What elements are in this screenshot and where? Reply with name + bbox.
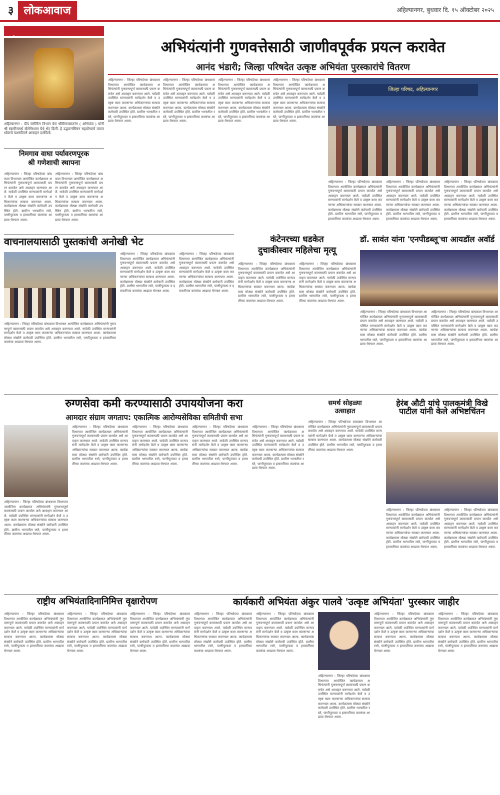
tree-headline-2: श्री गणेशाची स्थापना bbox=[27, 159, 81, 167]
idol-shape bbox=[34, 48, 74, 108]
lead-rule bbox=[108, 74, 498, 75]
rural-photo bbox=[4, 425, 68, 497]
books-body-col-3: अहिल्यानगर : जिल्हा परिषदेच्या बांधकाम विभागात आयोजित कार्यक्रमात अभियंत्यांनी गुणवत्तापूर्ण कामासाठी प्रयत्न करावेत असे आवाहन करण्यात आले. यावेळी उपस्थित मान्यवरांनी मार्गदर्शन केले व उत्कृष्ट काम करणाऱ्या अधिकाऱ्यांचा सत्कार करण्यात आला. कार्यक्रमास मोठ्या संख्येने कर्मचारी उपस्थित होते. ग्रामीण भागातील रस्ते, पाणीपुरवठा व इमारतींच्या कामांचा आढावा घेण्यात आला. bbox=[179, 252, 234, 293]
ankur-body-col-5: अहिल्यानगर : जिल्हा परिषदेच्या बांधकाम विभागात आयोजित कार्यक्रमात अभियंत्यांनी गुणवत्तापूर्ण कामासाठी प्रयत्न करावेत असे आवाहन करण्यात आले. यावेळी उपस्थित मान्यवरांनी मार्गदर्शन केले व उत्कृष्ट काम करणाऱ्या अधिकाऱ्यांचा सत्कार करण्यात आला. कार्यक्रमास मोठ्या संख्येने कर्मचारी उपस्थित होते. ग्रामीण भागातील रस्ते, पाणीपुरवठा व इमारतींच्या कामांचा आढावा घेण्यात आला. bbox=[438, 612, 498, 653]
lead-body-col-4: अहिल्यानगर : जिल्हा परिषदेच्या बांधकाम विभागात आयोजित कार्यक्रमात अभियंत्यांनी गुणवत्तापूर्ण कामासाठी प्रयत्न करावेत असे आवाहन करण्यात आले. यावेळी उपस्थित मान्यवरांनी मार्गदर्शन केले व उत्कृष्ट काम करणाऱ्या अधिकाऱ्यांचा सत्कार करण्यात आला. कार्यक्रमास मोठ्या संख्येने कर्मचारी उपस्थित होते. ग्रामीण भागातील रस्ते, पाणीपुरवठा व इमारतींच्या कामांचा आढावा घेण्यात आला. bbox=[273, 78, 325, 124]
tree-headline-1: निमगाव वाघा पर्यावरणपूरक bbox=[19, 150, 89, 158]
national-body-col-1: अहिल्यानगर : जिल्हा परिषदेच्या बांधकाम विभागात आयोजित कार्यक्रमात अभियंत्यांनी गुणवत्तापूर्ण कामासाठी प्रयत्न करावेत असे आवाहन करण्यात आले. यावेळी उपस्थित मान्यवरांनी मार्गदर्शन केले व उत्कृष्ट काम करणाऱ्या अधिकाऱ्यांचा सत्कार करण्यात आला. कार्यक्रमास मोठ्या संख्येने कर्मचारी उपस्थित होते. ग्रामीण भागातील रस्ते, पाणीपुरवठा व इमारतींच्या कामांचा आढावा घेण्यात आला. bbox=[4, 612, 64, 653]
ankur-portrait bbox=[318, 612, 370, 670]
mid-body: अहिल्यानगर : जिल्हा परिषदेच्या बांधकाम विभागात आयोजित कार्यक्रमात अभियंत्यांनी गुणवत्तापूर्ण कामासाठी प्रयत्न करावेत असे आवाहन करण्यात आले. यावेळी उपस्थित मान्यवरांनी मार्गदर्शन केले व उत्कृष्ट काम करणाऱ्या अधिकाऱ्यांचा सत्कार करण्यात आला. कार्यक्रमास मोठ्या संख्येने कर्मचारी उपस्थित होते. ग्रामीण भागातील रस्ते, पाणीपुरवठा व इमारतींच्या कामांचा आढावा घेण्यात आला. bbox=[308, 420, 382, 452]
tree-body-col-2: अहिल्यानगर : जिल्हा परिषदेच्या बांधकाम विभागात आयोजित कार्यक्रमात अभियंत्यांनी गुणवत्तापूर्ण कामासाठी प्रयत्न करावेत असे आवाहन करण्यात आले. यावेळी उपस्थित मान्यवरांनी मार्गदर्शन केले व उत्कृष्ट काम करणाऱ्या अधिकाऱ्यांचा सत्कार करण्यात आला. कार्यक्रमास मोठ्या संख्येने कर्मचारी उपस्थित होते. ग्रामीण भागातील रस्ते, पाणीपुरवठा व इमारतींच्या कामांचा आढावा घेण्यात आला. bbox=[55, 172, 103, 222]
page-number: ३ bbox=[8, 3, 14, 17]
award-body-col-1: अहिल्यानगर : जिल्हा परिषदेच्या बांधकाम विभागात आयोजित कार्यक्रमात अभियंत्यांनी गुणवत्तापूर्ण कामासाठी प्रयत्न करावेत असे आवाहन करण्यात आले. यावेळी उपस्थित मान्यवरांनी मार्गदर्शन केले व उत्कृष्ट काम करणाऱ्या अधिकाऱ्यांचा सत्कार करण्यात आला. कार्यक्रमास मोठ्या संख्येने कर्मचारी उपस्थित होते. ग्रामीण भागातील रस्ते, पाणीपुरवठा व इमारतींच्या कामांचा आढावा घेण्यात आला. bbox=[360, 310, 427, 347]
books-photo bbox=[4, 252, 116, 318]
container-headline-2: दुचाकीस्वार महिलेचा मृत्यू bbox=[257, 246, 337, 256]
rural-body-col-4: अहिल्यानगर : जिल्हा परिषदेच्या बांधकाम विभागात आयोजित कार्यक्रमात अभियंत्यांनी गुणवत्तापूर्ण कामासाठी प्रयत्न करावेत असे आवाहन करण्यात आले. यावेळी उपस्थित मान्यवरांनी मार्गदर्शन केले व उत्कृष्ट काम करणाऱ्या अधिकाऱ्यांचा सत्कार करण्यात आला. कार्यक्रमास मोठ्या संख्येने कर्मचारी उपस्थित होते. ग्रामीण भागातील रस्ते, पाणीपुरवठा व इमारतींच्या कामांचा आढावा घेण्यात आला. bbox=[192, 425, 248, 466]
ankur-headline: कार्यकारी अभियंता अंकुर पालवे 'उत्कृष्ट अभियंता' पुरस्कार जाहीर bbox=[232, 597, 460, 608]
lead-body-col-5: अहिल्यानगर : जिल्हा परिषदेच्या बांधकाम विभागात आयोजित कार्यक्रमात अभियंत्यांनी गुणवत्तापूर्ण कामासाठी प्रयत्न करावेत असे आवाहन करण्यात आले. यावेळी उपस्थित मान्यवरांनी मार्गदर्शन केले व उत्कृष्ट काम करणाऱ्या अधिकाऱ्यांचा सत्कार करण्यात आला. कार्यक्रमास मोठ्या संख्येने कर्मचारी उपस्थित होते. ग्रामीण भागातील रस्ते, पाणीपुरवठा व इमारतींच्या कामांचा आढावा घेण्यात आला. bbox=[328, 180, 382, 221]
dateline: अहिल्यानगर, बुधवार दि. १५ ऑक्टोबर २०२५ bbox=[396, 7, 494, 14]
ceremony-banner: जिल्हा परिषद, अहिल्यानगर bbox=[348, 84, 478, 96]
paper-name: लोकआवाज bbox=[18, 1, 77, 20]
books-body-col-1: अहिल्यानगर : जिल्हा परिषदेच्या बांधकाम विभागात आयोजित कार्यक्रमात अभियंत्यांनी गुणवत्तापूर्ण कामासाठी प्रयत्न करावेत असे आवाहन करण्यात आले. यावेळी उपस्थित मान्यवरांनी मार्गदर्शन केले व उत्कृष्ट काम करणाऱ्या अधिकाऱ्यांचा सत्कार करण्यात आला. कार्यक्रमास मोठ्या संख्येने कर्मचारी उपस्थित होते. ग्रामीण भागातील रस्ते, पाणीपुरवठा व इमारतींच्या कामांचा आढावा घेण्यात आला. bbox=[4, 322, 116, 345]
tree-body-col-1: अहिल्यानगर : जिल्हा परिषदेच्या बांधकाम विभागात आयोजित कार्यक्रमात अभियंत्यांनी गुणवत्तापूर्ण कामासाठी प्रयत्न करावेत असे आवाहन करण्यात आले. यावेळी उपस्थित मान्यवरांनी मार्गदर्शन केले व उत्कृष्ट काम करणाऱ्या अधिकाऱ्यांचा सत्कार करण्यात आला. कार्यक्रमास मोठ्या संख्येने कर्मचारी उपस्थित होते. ग्रामीण भागातील रस्ते, पाणीपुरवठा व इमारतींच्या कामांचा आढावा घेण्यात आला. bbox=[4, 172, 52, 222]
books-people bbox=[4, 288, 116, 318]
divider bbox=[4, 148, 104, 149]
award-body-col-2: अहिल्यानगर : जिल्हा परिषदेच्या बांधकाम विभागात आयोजित कार्यक्रमात अभियंत्यांनी गुणवत्तापूर्ण कामासाठी प्रयत्न करावेत असे आवाहन करण्यात आले. यावेळी उपस्थित मान्यवरांनी मार्गदर्शन केले व उत्कृष्ट काम करणाऱ्या अधिकाऱ्यांचा सत्कार करण्यात आला. कार्यक्रमास मोठ्या संख्येने कर्मचारी उपस्थित होते. ग्रामीण भागातील रस्ते, पाणीपुरवठा व इमारतींच्या कामांचा आढावा घेण्यात आला. bbox=[431, 310, 498, 347]
national-body-col-3: अहिल्यानगर : जिल्हा परिषदेच्या बांधकाम विभागात आयोजित कार्यक्रमात अभियंत्यांनी गुणवत्तापूर्ण कामासाठी प्रयत्न करावेत असे आवाहन करण्यात आले. यावेळी उपस्थित मान्यवरांनी मार्गदर्शन केले व उत्कृष्ट काम करणाऱ्या अधिकाऱ्यांचा सत्कार करण्यात आला. कार्यक्रमास मोठ्या संख्येने कर्मचारी उपस्थित होते. ग्रामीण भागातील रस्ते, पाणीपुरवठा व इमारतींच्या कामांचा आढावा घेण्यात आला. bbox=[130, 612, 190, 653]
mid-headline-1: समर्थ सोहळ्या bbox=[328, 399, 362, 407]
masthead bbox=[0, 0, 500, 22]
rural-body-col-3: अहिल्यानगर : जिल्हा परिषदेच्या बांधकाम विभागात आयोजित कार्यक्रमात अभियंत्यांनी गुणवत्तापूर्ण कामासाठी प्रयत्न करावेत असे आवाहन करण्यात आले. यावेळी उपस्थित मान्यवरांनी मार्गदर्शन केले व उत्कृष्ट काम करणाऱ्या अधिकाऱ्यांचा सत्कार करण्यात आला. कार्यक्रमास मोठ्या संख्येने कर्मचारी उपस्थित होते. ग्रामीण भागातील रस्ते, पाणीपुरवठा व इमारतींच्या कामांचा आढावा घेण्यात आला. bbox=[132, 425, 188, 466]
ceremony-photo bbox=[328, 78, 498, 176]
ankur-body-col-1: अहिल्यानगर : जिल्हा परिषदेच्या बांधकाम विभागात आयोजित कार्यक्रमात अभियंत्यांनी गुणवत्तापूर्ण कामासाठी प्रयत्न करावेत असे आवाहन करण्यात आले. यावेळी उपस्थित मान्यवरांनी मार्गदर्शन केले व उत्कृष्ट काम करणाऱ्या अधिकाऱ्यांचा सत्कार करण्यात आला. कार्यक्रमास मोठ्या संख्येने कर्मचारी उपस्थित होते. ग्रामीण भागातील रस्ते, पाणीपुरवठा व इमारतींच्या कामांचा आढावा घेण्यात आला. bbox=[194, 612, 252, 653]
bridge-headline: हेरंब औटी यांचे पालकमंत्री विखे पाटील यांनी केले अभिष्टचिंतन bbox=[396, 399, 488, 417]
divider bbox=[4, 234, 234, 235]
section-tag bbox=[4, 26, 104, 36]
bridge-body-col-1: अहिल्यानगर : जिल्हा परिषदेच्या बांधकाम विभागात आयोजित कार्यक्रमात अभियंत्यांनी गुणवत्तापूर्ण कामासाठी प्रयत्न करावेत असे आवाहन करण्यात आले. यावेळी उपस्थित मान्यवरांनी मार्गदर्शन केले व उत्कृष्ट काम करणाऱ्या अधिकाऱ्यांचा सत्कार करण्यात आला. कार्यक्रमास मोठ्या संख्येने कर्मचारी उपस्थित होते. ग्रामीण भागातील रस्ते, पाणीपुरवठा व इमारतींच्या कामांचा आढावा घेण्यात आला. bbox=[386, 508, 440, 549]
rural-body-col-1: अहिल्यानगर : जिल्हा परिषदेच्या बांधकाम विभागात आयोजित कार्यक्रमात अभियंत्यांनी गुणवत्तापूर्ण कामासाठी प्रयत्न करावेत असे आवाहन करण्यात आले. यावेळी उपस्थित मान्यवरांनी मार्गदर्शन केले व उत्कृष्ट काम करणाऱ्या अधिकाऱ्यांचा सत्कार करण्यात आला. कार्यक्रमास मोठ्या संख्येने कर्मचारी उपस्थित होते. ग्रामीण भागातील रस्ते, पाणीपुरवठा व इमारतींच्या कामांचा आढावा घेण्यात आला. bbox=[4, 500, 68, 537]
rural-body-col-2: अहिल्यानगर : जिल्हा परिषदेच्या बांधकाम विभागात आयोजित कार्यक्रमात अभियंत्यांनी गुणवत्तापूर्ण कामासाठी प्रयत्न करावेत असे आवाहन करण्यात आले. यावेळी उपस्थित मान्यवरांनी मार्गदर्शन केले व उत्कृष्ट काम करणाऱ्या अधिकाऱ्यांचा सत्कार करण्यात आला. कार्यक्रमास मोठ्या संख्येने कर्मचारी उपस्थित होते. ग्रामीण भागातील रस्ते, पाणीपुरवठा व इमारतींच्या कामांचा आढावा घेण्यात आला. bbox=[72, 425, 128, 466]
container-body-col-2: अहिल्यानगर : जिल्हा परिषदेच्या बांधकाम विभागात आयोजित कार्यक्रमात अभियंत्यांनी गुणवत्तापूर्ण कामासाठी प्रयत्न करावेत असे आवाहन करण्यात आले. यावेळी उपस्थित मान्यवरांनी मार्गदर्शन केले व उत्कृष्ट काम करणाऱ्या अधिकाऱ्यांचा सत्कार करण्यात आला. कार्यक्रमास मोठ्या संख्येने कर्मचारी उपस्थित होते. ग्रामीण भागातील रस्ते, पाणीपुरवठा व इमारतींच्या कामांचा आढावा घेण्यात आला. bbox=[299, 262, 356, 303]
bridge-body-col-2: अहिल्यानगर : जिल्हा परिषदेच्या बांधकाम विभागात आयोजित कार्यक्रमात अभियंत्यांनी गुणवत्तापूर्ण कामासाठी प्रयत्न करावेत असे आवाहन करण्यात आले. यावेळी उपस्थित मान्यवरांनी मार्गदर्शन केले व उत्कृष्ट काम करणाऱ्या अधिकाऱ्यांचा सत्कार करण्यात आला. कार्यक्रमास मोठ्या संख्येने कर्मचारी उपस्थित होते. ग्रामीण भागातील रस्ते, पाणीपुरवठा व इमारतींच्या कामांचा आढावा घेण्यात आला. bbox=[444, 508, 498, 549]
divider bbox=[4, 394, 498, 395]
national-body-col-2: अहिल्यानगर : जिल्हा परिषदेच्या बांधकाम विभागात आयोजित कार्यक्रमात अभियंत्यांनी गुणवत्तापूर्ण कामासाठी प्रयत्न करावेत असे आवाहन करण्यात आले. यावेळी उपस्थित मान्यवरांनी मार्गदर्शन केले व उत्कृष्ट काम करणाऱ्या अधिकाऱ्यांचा सत्कार करण्यात आला. कार्यक्रमास मोठ्या संख्येने कर्मचारी उपस्थित होते. ग्रामीण भागातील रस्ते, पाणीपुरवठा व इमारतींच्या कामांचा आढावा घेण्यात आला. bbox=[67, 612, 127, 653]
ankur-body-col-3: अहिल्यानगर : जिल्हा परिषदेच्या बांधकाम विभागात आयोजित कार्यक्रमात अभियंत्यांनी गुणवत्तापूर्ण कामासाठी प्रयत्न करावेत असे आवाहन करण्यात आले. यावेळी उपस्थित मान्यवरांनी मार्गदर्शन केले व उत्कृष्ट काम करणाऱ्या अधिकाऱ्यांचा सत्कार करण्यात आला. कार्यक्रमास मोठ्या संख्येने कर्मचारी उपस्थित होते. ग्रामीण भागातील रस्ते, पाणीपुरवठा व इमारतींच्या कामांचा आढावा घेण्यात आला. bbox=[318, 674, 370, 720]
lead-headline: अभियंत्यांनी गुणवत्तेसाठी जाणीवपूर्वक प्रयत्न करावेत bbox=[160, 38, 446, 56]
bridge-photo bbox=[386, 432, 498, 504]
lead-body-col-7: अहिल्यानगर : जिल्हा परिषदेच्या बांधकाम विभागात आयोजित कार्यक्रमात अभियंत्यांनी गुणवत्तापूर्ण कामासाठी प्रयत्न करावेत असे आवाहन करण्यात आले. यावेळी उपस्थित मान्यवरांनी मार्गदर्शन केले व उत्कृष्ट काम करणाऱ्या अधिकाऱ्यांचा सत्कार करण्यात आला. कार्यक्रमास मोठ्या संख्येने कर्मचारी उपस्थित होते. ग्रामीण भागातील रस्ते, पाणीपुरवठा व इमारतींच्या कामांचा आढावा घेण्यात आला. bbox=[444, 180, 498, 221]
divider bbox=[4, 594, 498, 595]
lead-body-col-6: अहिल्यानगर : जिल्हा परिषदेच्या बांधकाम विभागात आयोजित कार्यक्रमात अभियंत्यांनी गुणवत्तापूर्ण कामासाठी प्रयत्न करावेत असे आवाहन करण्यात आले. यावेळी उपस्थित मान्यवरांनी मार्गदर्शन केले व उत्कृष्ट काम करणाऱ्या अधिकाऱ्यांचा सत्कार करण्यात आला. कार्यक्रमास मोठ्या संख्येने कर्मचारी उपस्थित होते. ग्रामीण भागातील रस्ते, पाणीपुरवठा व इमारतींच्या कामांचा आढावा घेण्यात आला. bbox=[386, 180, 440, 221]
award-headline: डॉ. सावंत यांना 'एनपीडब्लू'चा आयडॉल अवॉर्ड bbox=[360, 235, 495, 244]
ceremony-people bbox=[328, 126, 498, 176]
mid-headline-2: उत्साहात bbox=[334, 407, 356, 415]
rural-body-col-5: अहिल्यानगर : जिल्हा परिषदेच्या बांधकाम विभागात आयोजित कार्यक्रमात अभियंत्यांनी गुणवत्तापूर्ण कामासाठी प्रयत्न करावेत असे आवाहन करण्यात आले. यावेळी उपस्थित मान्यवरांनी मार्गदर्शन केले व उत्कृष्ट काम करणाऱ्या अधिकाऱ्यांचा सत्कार करण्यात आला. कार्यक्रमास मोठ्या संख्येने कर्मचारी उपस्थित होते. ग्रामीण भागातील रस्ते, पाणीपुरवठा व इमारतींच्या कामांचा आढावा घेण्यात आला. bbox=[252, 425, 304, 471]
container-headline-1: कंटेनरच्या धडकेत bbox=[270, 235, 324, 245]
award-photo bbox=[360, 250, 498, 306]
temple-caption: अहिल्यानगर : दीप ब्लॉकिंग विभाग येथे श्रीविनायकतरंग ( अभियंता ) यांनी श्री स्वामीसमर्थ बोलेगेरधाम येथे भेट दिली. हे उद्घाटनसिंचन सहयोग्याचे व्याप्त ध्येयाचे यशस्वीपणे आवाहन दर्शवितो. bbox=[4, 122, 104, 136]
rural-headline: रुग्णसेवा कमी करण्यासाठी उपाययोजना करा bbox=[65, 397, 243, 410]
rural-subhead: आमदार संग्राम जगताप: एकात्मिक आरोग्यसेविका समितीची सभा bbox=[65, 413, 243, 422]
lead-subhead: आनंद भंडारी; जिल्हा परिषदेत उत्कृष्ट अभियंता पुरस्कारांचे वितरण bbox=[196, 63, 410, 73]
books-body-col-2: अहिल्यानगर : जिल्हा परिषदेच्या बांधकाम विभागात आयोजित कार्यक्रमात अभियंत्यांनी गुणवत्तापूर्ण कामासाठी प्रयत्न करावेत असे आवाहन करण्यात आले. यावेळी उपस्थित मान्यवरांनी मार्गदर्शन केले व उत्कृष्ट काम करणाऱ्या अधिकाऱ्यांचा सत्कार करण्यात आला. कार्यक्रमास मोठ्या संख्येने कर्मचारी उपस्थित होते. ग्रामीण भागातील रस्ते, पाणीपुरवठा व इमारतींच्या कामांचा आढावा घेण्यात आला. bbox=[120, 252, 175, 293]
national-headline: राष्ट्रीय अभियंतादिनानिमित्त वृक्षारोपण bbox=[36, 597, 158, 607]
lead-body-col-3: अहिल्यानगर : जिल्हा परिषदेच्या बांधकाम विभागात आयोजित कार्यक्रमात अभियंत्यांनी गुणवत्तापूर्ण कामासाठी प्रयत्न करावेत असे आवाहन करण्यात आले. यावेळी उपस्थित मान्यवरांनी मार्गदर्शन केले व उत्कृष्ट काम करणाऱ्या अधिकाऱ्यांचा सत्कार करण्यात आला. कार्यक्रमास मोठ्या संख्येने कर्मचारी उपस्थित होते. ग्रामीण भागातील रस्ते, पाणीपुरवठा व इमारतींच्या कामांचा आढावा घेण्यात आला. bbox=[218, 78, 270, 124]
lead-body-col-1: अहिल्यानगर : जिल्हा परिषदेच्या बांधकाम विभागात आयोजित कार्यक्रमात अभियंत्यांनी गुणवत्तापूर्ण कामासाठी प्रयत्न करावेत असे आवाहन करण्यात आले. यावेळी उपस्थित मान्यवरांनी मार्गदर्शन केले व उत्कृष्ट काम करणाऱ्या अधिकाऱ्यांचा सत्कार करण्यात आला. कार्यक्रमास मोठ्या संख्येने कर्मचारी उपस्थित होते. ग्रामीण भागातील रस्ते, पाणीपुरवठा व इमारतींच्या कामांचा आढावा घेण्यात आला. bbox=[108, 78, 160, 124]
temple-photo bbox=[4, 38, 104, 120]
container-body-col-1: अहिल्यानगर : जिल्हा परिषदेच्या बांधकाम विभागात आयोजित कार्यक्रमात अभियंत्यांनी गुणवत्तापूर्ण कामासाठी प्रयत्न करावेत असे आवाहन करण्यात आले. यावेळी उपस्थित मान्यवरांनी मार्गदर्शन केले व उत्कृष्ट काम करणाऱ्या अधिकाऱ्यांचा सत्कार करण्यात आला. कार्यक्रमास मोठ्या संख्येने कर्मचारी उपस्थित होते. ग्रामीण भागातील रस्ते, पाणीपुरवठा व इमारतींच्या कामांचा आढावा घेण्यात आला. bbox=[238, 262, 295, 303]
ankur-body-col-4: अहिल्यानगर : जिल्हा परिषदेच्या बांधकाम विभागात आयोजित कार्यक्रमात अभियंत्यांनी गुणवत्तापूर्ण कामासाठी प्रयत्न करावेत असे आवाहन करण्यात आले. यावेळी उपस्थित मान्यवरांनी मार्गदर्शन केले व उत्कृष्ट काम करणाऱ्या अधिकाऱ्यांचा सत्कार करण्यात आला. कार्यक्रमास मोठ्या संख्येने कर्मचारी उपस्थित होते. ग्रामीण भागातील रस्ते, पाणीपुरवठा व इमारतींच्या कामांचा आढावा घेण्यात आला. bbox=[374, 612, 434, 653]
books-headline: वाचनालयासाठी पुस्तकांची अनोखी भेट bbox=[4, 237, 144, 248]
lead-body-col-2: अहिल्यानगर : जिल्हा परिषदेच्या बांधकाम विभागात आयोजित कार्यक्रमात अभियंत्यांनी गुणवत्तापूर्ण कामासाठी प्रयत्न करावेत असे आवाहन करण्यात आले. यावेळी उपस्थित मान्यवरांनी मार्गदर्शन केले व उत्कृष्ट काम करणाऱ्या अधिकाऱ्यांचा सत्कार करण्यात आला. कार्यक्रमास मोठ्या संख्येने कर्मचारी उपस्थित होते. ग्रामीण भागातील रस्ते, पाणीपुरवठा व इमारतींच्या कामांचा आढावा घेण्यात आला. bbox=[163, 78, 215, 124]
ankur-body-col-2: अहिल्यानगर : जिल्हा परिषदेच्या बांधकाम विभागात आयोजित कार्यक्रमात अभियंत्यांनी गुणवत्तापूर्ण कामासाठी प्रयत्न करावेत असे आवाहन करण्यात आले. यावेळी उपस्थित मान्यवरांनी मार्गदर्शन केले व उत्कृष्ट काम करणाऱ्या अधिकाऱ्यांचा सत्कार करण्यात आला. कार्यक्रमास मोठ्या संख्येने कर्मचारी उपस्थित होते. ग्रामीण भागातील रस्ते, पाणीपुरवठा व इमारतींच्या कामांचा आढावा घेण्यात आला. bbox=[256, 612, 314, 653]
